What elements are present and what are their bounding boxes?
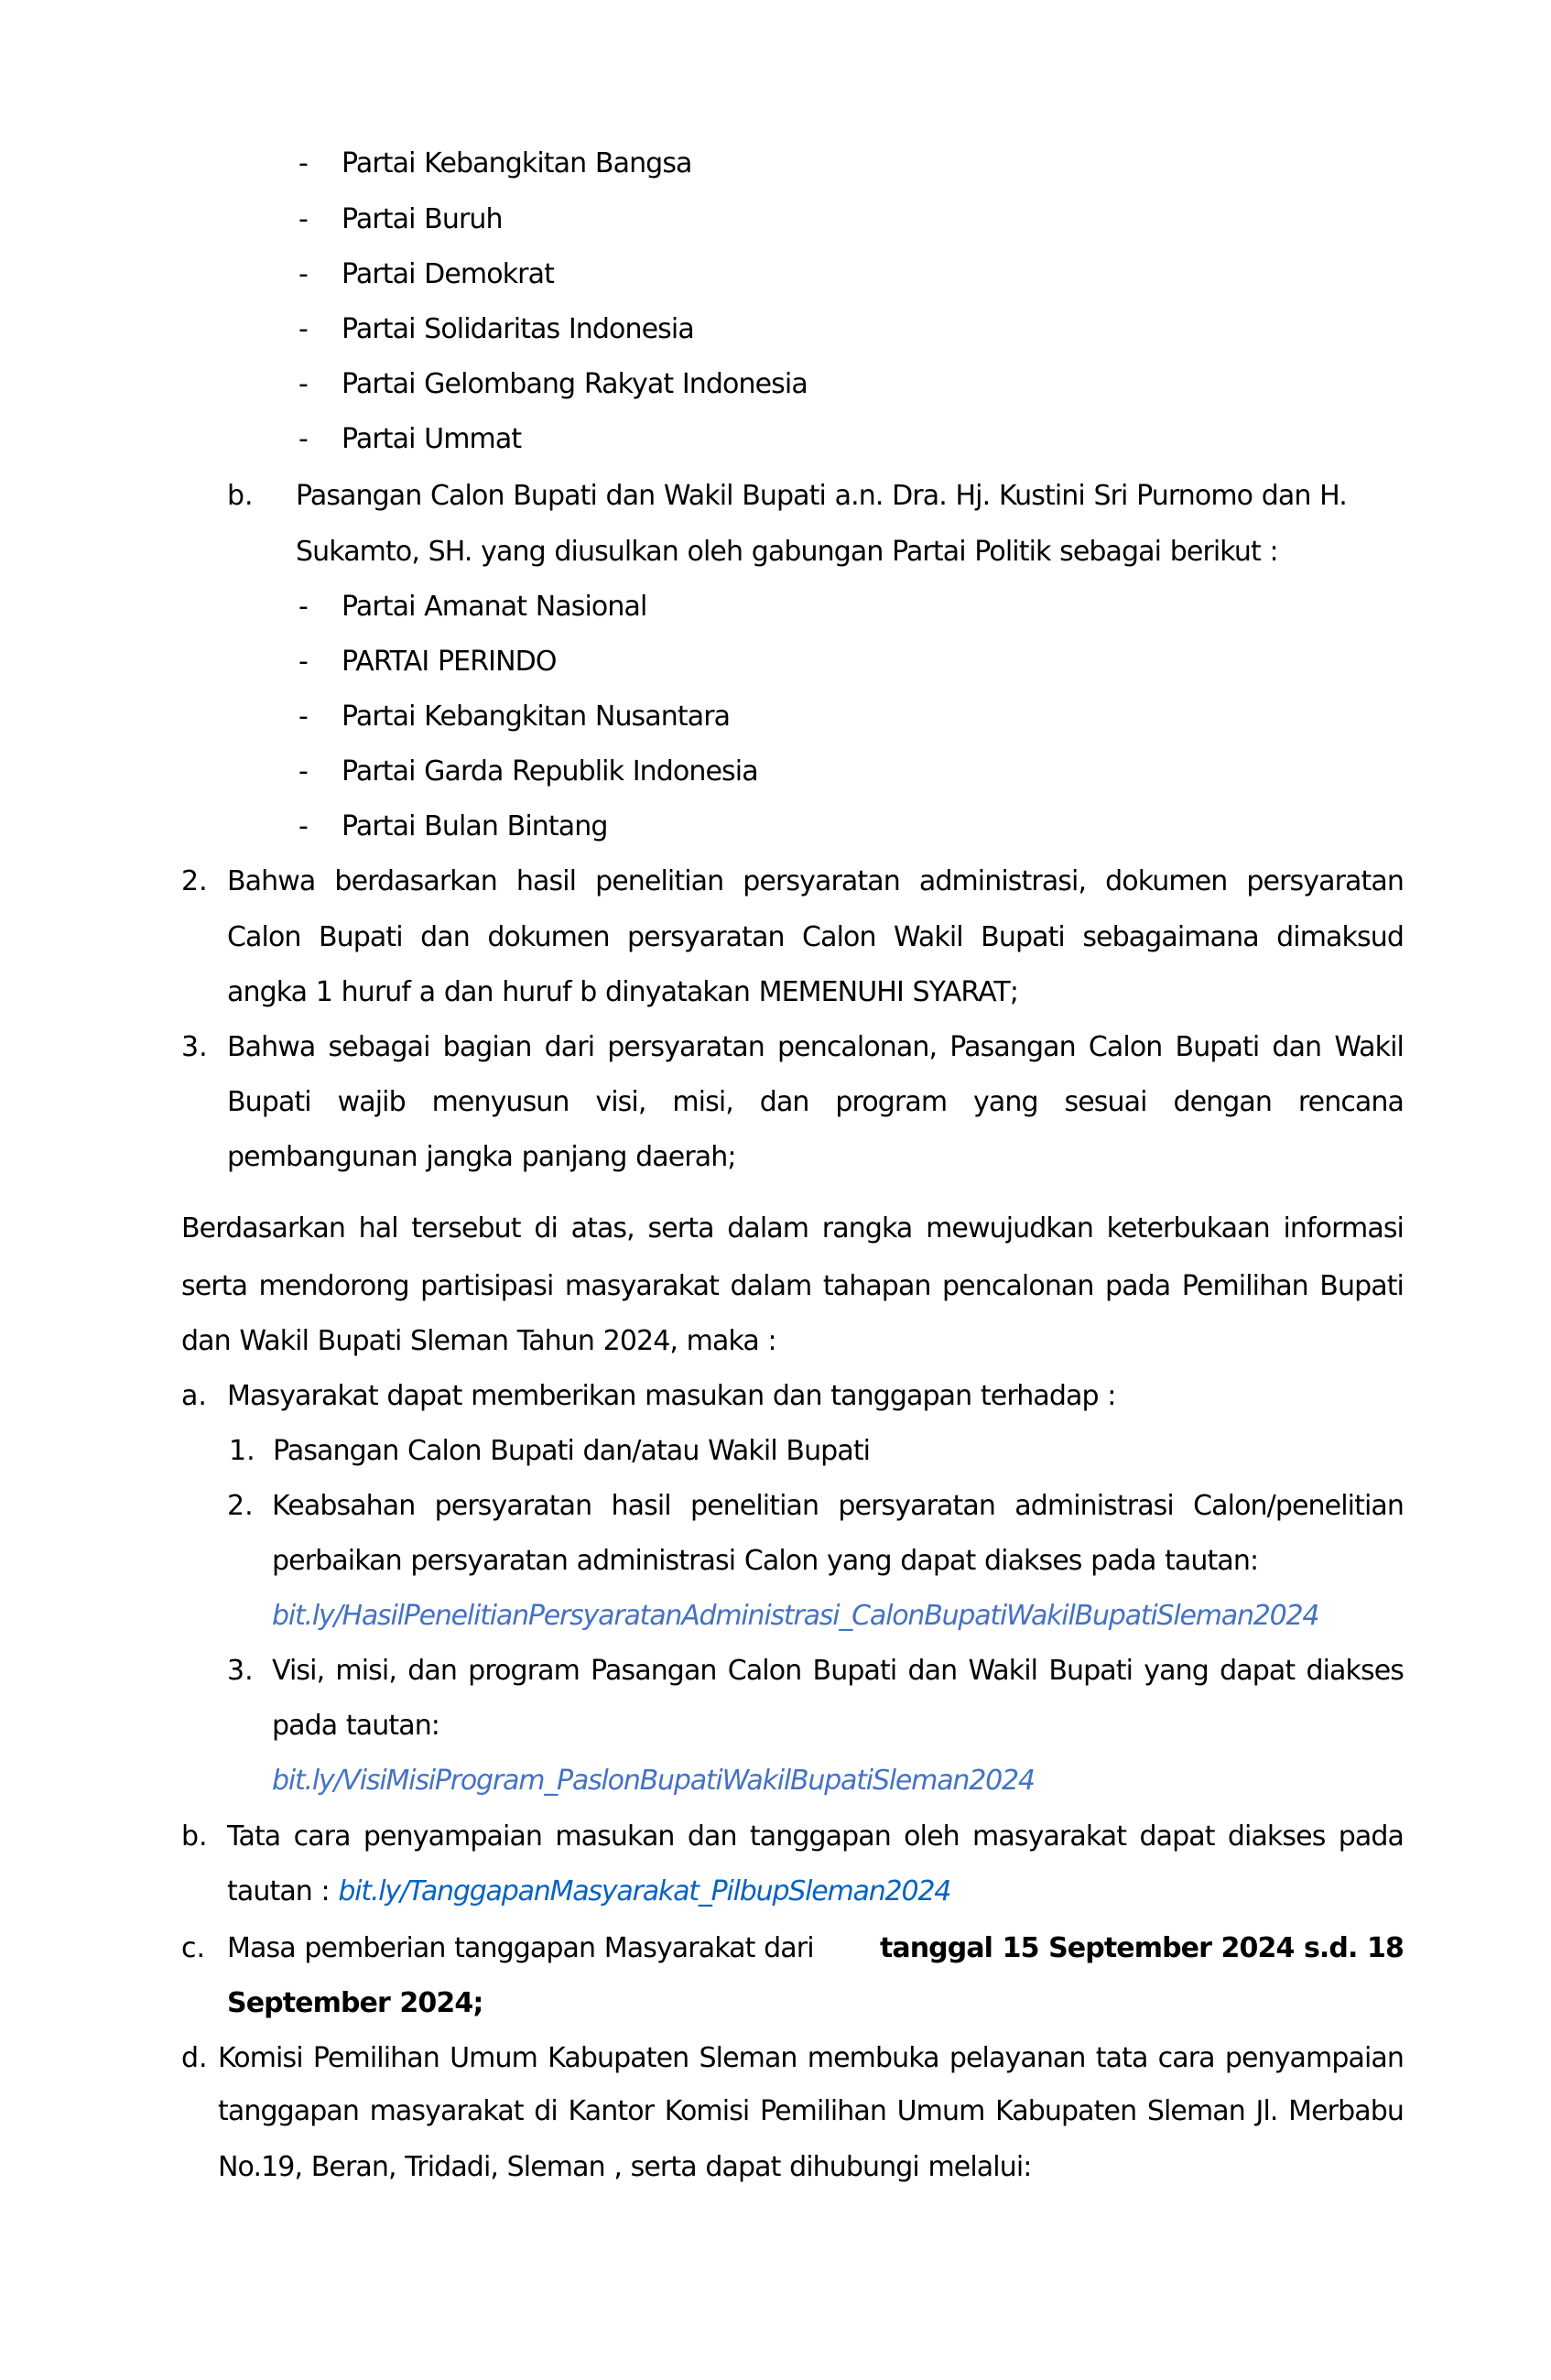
response-period-end: September 2024;	[227, 1987, 483, 2019]
list-marker: a.	[181, 1380, 207, 1412]
list-marker: 3.	[181, 1031, 208, 1063]
candidate-pair-text: Pasangan Calon Bupati dan Wakil Bupati a.n. Dra. Hj. Kustini Sri Purnomo dan H.	[296, 480, 1347, 512]
section-a-item-text: pada tautan:	[272, 1710, 440, 1742]
bullet-dash: -	[298, 313, 309, 345]
section-a-text: Masyarakat dapat memberikan masukan dan tanggapan terhadap :	[227, 1380, 1116, 1412]
paragraph-line: Bahwa sebagai bagian dari persyaratan pencalonan, Pasangan Calon Bupati dan Wakil	[227, 1031, 1404, 1063]
paragraph-line: angka 1 huruf a dan huruf b dinyatakan MEMENUHI SYARAT;	[227, 976, 1019, 1008]
list-marker: 3.	[227, 1655, 254, 1687]
party-item: Partai Buruh	[342, 203, 503, 235]
section-b-line2	[227, 1872, 950, 1912]
bullet-dash: -	[298, 258, 309, 290]
list-marker: 1.	[229, 1435, 255, 1467]
link-tanggapan-masyarakat[interactable]: bit.ly/TanggapanMasyarakat_PilbupSleman2024	[338, 1875, 951, 1907]
party-item: Partai Ummat	[342, 423, 522, 455]
party-item: Partai Bulan Bintang	[342, 810, 608, 842]
bullet-dash: -	[298, 203, 309, 235]
party-item: Partai Kebangkitan Nusantara	[342, 701, 731, 733]
section-a-item-text: perbaikan persyaratan administrasi Calon yang dapat diakses pada tautan:	[272, 1545, 1259, 1577]
paragraph-line: Calon Bupati dan dokumen persyaratan Calon Wakil Bupati sebagaimana dimaksud	[227, 921, 1404, 953]
list-marker: c.	[181, 1932, 206, 1964]
list-marker: 2.	[227, 1490, 254, 1522]
bullet-dash: -	[298, 755, 309, 788]
list-marker: d.	[181, 2042, 208, 2074]
paragraph-line: dan Wakil Bupati Sleman Tahun 2024, maka :	[181, 1325, 776, 1357]
response-period-dates: tanggal 15 September 2024 s.d. 18	[879, 1932, 1404, 1964]
bullet-dash: -	[298, 810, 309, 842]
link-visi-misi-program[interactable]: bit.ly/VisiMisiProgram_PaslonBupatiWakilBupatiSleman2024	[272, 1765, 1035, 1797]
list-marker: b.	[227, 480, 254, 512]
party-item: Partai Kebangkitan Bangsa	[342, 147, 692, 179]
section-a-item-text: Visi, misi, dan program Pasangan Calon Bupati dan Wakil Bupati yang dapat diakses	[272, 1655, 1404, 1687]
bullet-dash: -	[298, 147, 309, 179]
section-a-item-text: Keabsahan persyaratan hasil penelitian persyaratan administrasi Calon/penelitian	[272, 1490, 1404, 1522]
section-b-text: Tata cara penyampaian masukan dan tanggapan oleh masyarakat dapat diakses pada	[227, 1820, 1404, 1853]
section-c-line1	[227, 1929, 1404, 1969]
section-c-text: Masa pemberian tanggapan Masyarakat dari	[227, 1932, 823, 1964]
party-item: Partai Gelombang Rakyat Indonesia	[342, 368, 808, 400]
party-item: PARTAI PERINDO	[342, 646, 557, 678]
link-hasil-penelitian[interactable]: bit.ly/HasilPenelitianPersyaratanAdministrasi_CalonBupatiWakilBupatiSleman2024	[272, 1600, 1319, 1632]
section-d-text: No.19, Beran, Tridadi, Sleman , serta dapat dihubungi melalui:	[218, 2151, 1032, 2183]
paragraph-line: Bupati wajib menyusun visi, misi, dan program yang sesuai dengan rencana	[227, 1086, 1404, 1118]
list-marker: 2.	[181, 865, 208, 897]
bullet-dash: -	[298, 368, 309, 400]
party-item: Partai Amanat Nasional	[342, 591, 647, 623]
paragraph-line: Berdasarkan hal tersebut di atas, serta dalam rangka mewujudkan keterbukaan informasi	[181, 1212, 1404, 1244]
bullet-dash: -	[298, 591, 309, 623]
paragraph-line: serta mendorong partisipasi masyarakat dalam tahapan pencalonan pada Pemilihan Bupati	[181, 1270, 1404, 1302]
section-d-text: tanggapan masyarakat di Kantor Komisi Pemilihan Umum Kabupaten Sleman Jl. Merbabu	[218, 2095, 1404, 2127]
section-d-text: Komisi Pemilihan Umum Kabupaten Sleman membuka pelayanan tata cara penyampaian	[218, 2042, 1404, 2074]
candidate-pair-text: Sukamto, SH. yang diusulkan oleh gabungan Partai Politik sebagai berikut :	[296, 536, 1278, 568]
section-b-prefix: tautan :	[227, 1875, 339, 1907]
section-a-item-text: Pasangan Calon Bupati dan/atau Wakil Bupati	[273, 1435, 871, 1467]
paragraph-line: pembangunan jangka panjang daerah;	[227, 1141, 736, 1173]
bullet-dash: -	[298, 646, 309, 678]
bullet-dash: -	[298, 701, 309, 733]
paragraph-line: Bahwa berdasarkan hasil penelitian persyaratan administrasi, dokumen persyaratan	[227, 865, 1404, 897]
list-marker: b.	[181, 1820, 208, 1853]
party-item: Partai Garda Republik Indonesia	[342, 755, 758, 788]
bullet-dash: -	[298, 423, 309, 455]
party-item: Partai Solidaritas Indonesia	[342, 313, 694, 345]
party-item: Partai Demokrat	[342, 258, 554, 290]
